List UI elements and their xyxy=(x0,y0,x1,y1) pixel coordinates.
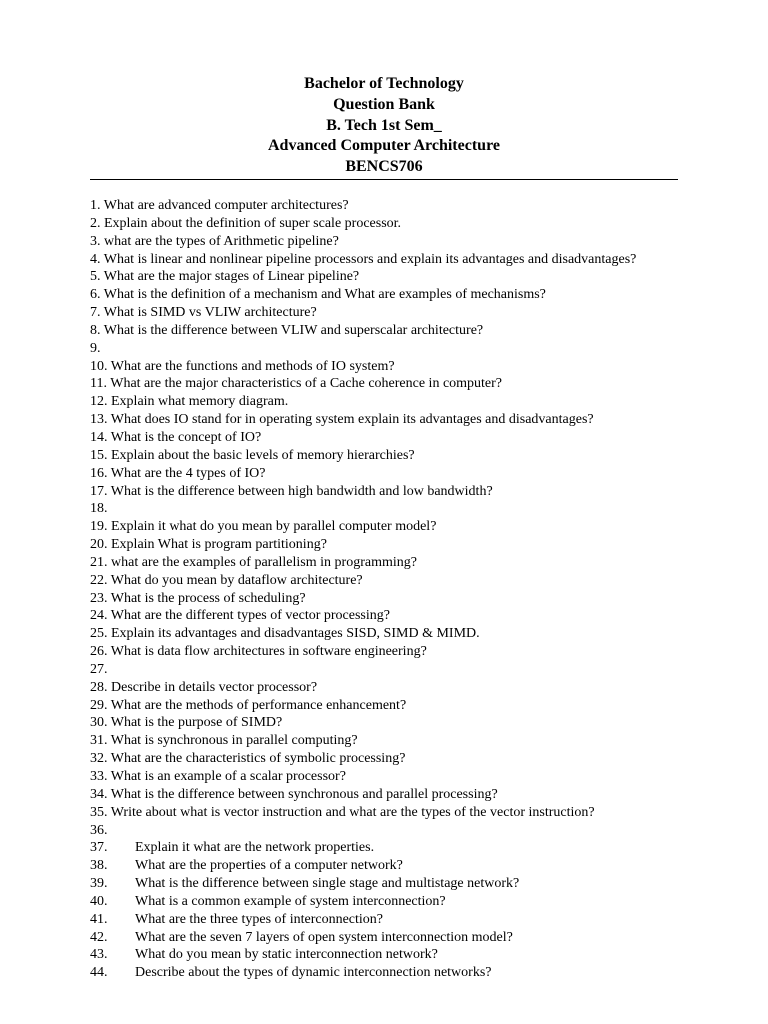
list-item xyxy=(90,679,730,697)
question-text: What is the purpose of SIMD? xyxy=(110,715,283,731)
question-number: 18. xyxy=(90,501,108,517)
question-number: 11. xyxy=(90,376,107,392)
list-item xyxy=(90,946,730,964)
question-text: What is synchronous in parallel computing? xyxy=(110,733,358,749)
question-number: 17. xyxy=(90,483,108,499)
question-number: 34. xyxy=(90,786,108,802)
question-number: 41. xyxy=(90,911,108,927)
question-number: 23. xyxy=(90,590,108,606)
question-number: 1. xyxy=(90,198,101,213)
question-number: 12. xyxy=(90,394,108,410)
question-text: What are the characteristics of symbolic processing? xyxy=(110,751,406,767)
question-number: 20. xyxy=(90,537,108,553)
question-text: What does IO stand for in operating system explain its advantages and disadvantages? xyxy=(110,412,594,428)
question-number: 33. xyxy=(90,769,108,784)
question-number: 24. xyxy=(90,608,108,624)
question-text: What do you mean by static interconnection network? xyxy=(135,947,438,963)
list-item xyxy=(90,518,730,536)
question-number: 2. xyxy=(90,215,101,231)
question-number: 25. xyxy=(90,626,108,642)
question-text: what are the examples of parallelism in programming? xyxy=(111,554,417,570)
question-text: Describe about the types of dynamic interconnection networks? xyxy=(135,965,492,981)
degree-title: Bachelor of Technology xyxy=(304,75,464,92)
list-item xyxy=(90,375,730,393)
question-number: 16. xyxy=(90,465,108,481)
question-text: What are the seven 7 layers of open system interconnection model? xyxy=(135,929,513,945)
question-number: 26. xyxy=(90,644,108,660)
list-item xyxy=(90,447,730,465)
list-item xyxy=(90,268,730,286)
question-text: What is the difference between single stage and multistage network? xyxy=(135,876,520,892)
list-item xyxy=(90,322,730,340)
list-item xyxy=(90,804,730,822)
list-item xyxy=(90,786,730,804)
list-item xyxy=(90,625,730,643)
list-item xyxy=(90,929,730,947)
question-number: 44. xyxy=(90,965,108,981)
question-text: What are the methods of performance enhancement? xyxy=(110,697,407,713)
question-number: 35. xyxy=(90,804,108,820)
question-number: 27. xyxy=(90,661,108,677)
question-text: What is a common example of system interconnection? xyxy=(135,893,446,909)
question-text: What is an example of a scalar processor? xyxy=(110,769,346,784)
list-item xyxy=(90,572,730,590)
list-item xyxy=(90,197,730,215)
subject-code: BENCS706 xyxy=(345,158,423,176)
question-text: What is the concept of IO? xyxy=(110,429,262,445)
list-item xyxy=(90,964,730,982)
question-text: What are the functions and methods of IO system? xyxy=(110,358,395,374)
list-item xyxy=(90,697,730,715)
list-item xyxy=(90,857,730,875)
question-number: 30. xyxy=(90,715,108,731)
question-text: what are the types of Arithmetic pipeline? xyxy=(104,233,339,249)
subject-title: Advanced Computer Architecture xyxy=(268,137,500,155)
list-item xyxy=(90,251,730,269)
question-number: 8. xyxy=(90,322,101,338)
question-number: 15. xyxy=(90,447,108,463)
question-text: What is the process of scheduling? xyxy=(110,590,306,606)
course-semester: B. Tech 1st Sem_ xyxy=(326,116,442,134)
question-number: 37. xyxy=(90,840,108,856)
list-item xyxy=(90,661,730,679)
question-text: What are the properties of a computer network? xyxy=(135,858,403,874)
list-item xyxy=(90,732,730,750)
list-item xyxy=(90,483,730,501)
document-title: Question Bank xyxy=(333,95,435,113)
question-number: 5. xyxy=(90,269,101,285)
question-text: Write about what is vector instruction and what are the types of the vector instruction? xyxy=(110,804,595,820)
question-text: What is the definition of a mechanism and What are examples of mechanisms? xyxy=(103,287,546,303)
question-text: What do you mean by dataflow architecture? xyxy=(110,572,363,588)
question-text: Explain its advantages and disadvantages SISD, SIMD & MIMD. xyxy=(111,626,480,642)
list-item xyxy=(90,304,730,322)
question-number: 21. xyxy=(90,554,108,570)
question-number: 32. xyxy=(90,751,108,767)
question-text: What are the different types of vector processing? xyxy=(110,608,390,624)
question-text: What is data flow architectures in software engineering? xyxy=(110,644,427,660)
list-item xyxy=(90,911,730,929)
question-text: Explain what memory diagram. xyxy=(111,394,289,410)
question-text: What is linear and nonlinear pipeline processors and explain its advantages and disadvantages? xyxy=(103,251,637,267)
question-number: 40. xyxy=(90,893,108,909)
question-text: Explain about the basic levels of memory hierarchies? xyxy=(111,447,415,463)
list-item xyxy=(90,590,730,608)
question-text: What are advanced computer architectures? xyxy=(103,198,349,213)
question-number: 13. xyxy=(90,412,108,428)
question-text: What are the major characteristics of a Cache coherence in computer? xyxy=(110,376,503,392)
question-number: 42. xyxy=(90,929,108,945)
question-text: Explain about the definition of super scale processor. xyxy=(104,215,402,231)
question-text: Explain What is program partitioning? xyxy=(111,537,327,553)
list-item xyxy=(90,714,730,732)
question-number: 29. xyxy=(90,697,108,713)
list-item xyxy=(90,358,730,376)
question-number: 10. xyxy=(90,358,108,374)
list-item xyxy=(90,233,730,251)
question-text: What are the major stages of Linear pipeline? xyxy=(103,269,360,285)
list-item xyxy=(90,875,730,893)
question-number: 39. xyxy=(90,876,108,892)
question-number: 7. xyxy=(90,305,101,321)
question-number: 9. xyxy=(90,340,101,356)
list-item xyxy=(90,554,730,572)
question-number: 14. xyxy=(90,429,108,445)
list-item xyxy=(90,393,730,411)
header-divider xyxy=(90,179,678,180)
list-item xyxy=(90,215,730,233)
question-text: Describe in details vector processor? xyxy=(111,679,318,695)
question-number: 31. xyxy=(90,733,108,749)
question-text: Explain it what are the network properties. xyxy=(135,840,375,856)
list-item xyxy=(90,750,730,768)
list-item xyxy=(90,607,730,625)
question-number: 4. xyxy=(90,251,101,267)
list-item xyxy=(90,340,730,358)
list-item xyxy=(90,465,730,483)
list-item xyxy=(90,500,730,518)
list-item xyxy=(90,768,730,786)
list-item xyxy=(90,429,730,447)
question-list xyxy=(90,197,730,982)
question-text: What is the difference between high bandwidth and low bandwidth? xyxy=(110,483,493,499)
question-number: 19. xyxy=(90,519,108,535)
question-text: What are the 4 types of IO? xyxy=(110,465,266,481)
list-item xyxy=(90,839,730,857)
question-number: 22. xyxy=(90,572,108,588)
question-number: 6. xyxy=(90,287,101,303)
question-text: What is the difference between VLIW and superscalar architecture? xyxy=(103,322,484,338)
question-text: What is the difference between synchronous and parallel processing? xyxy=(110,786,498,802)
question-text: What is SIMD vs VLIW architecture? xyxy=(103,305,317,321)
list-item xyxy=(90,822,730,840)
list-item xyxy=(90,643,730,661)
list-item xyxy=(90,536,730,554)
question-number: 43. xyxy=(90,947,108,963)
question-text: What are the three types of interconnection? xyxy=(135,911,383,927)
question-number: 38. xyxy=(90,858,108,874)
document-header xyxy=(90,74,678,178)
question-number: 3. xyxy=(90,233,101,249)
question-number: 36. xyxy=(90,822,108,838)
question-number: 28. xyxy=(90,679,108,695)
list-item xyxy=(90,893,730,911)
list-item xyxy=(90,286,730,304)
question-text: Explain it what do you mean by parallel computer model? xyxy=(111,519,437,535)
list-item xyxy=(90,411,730,429)
